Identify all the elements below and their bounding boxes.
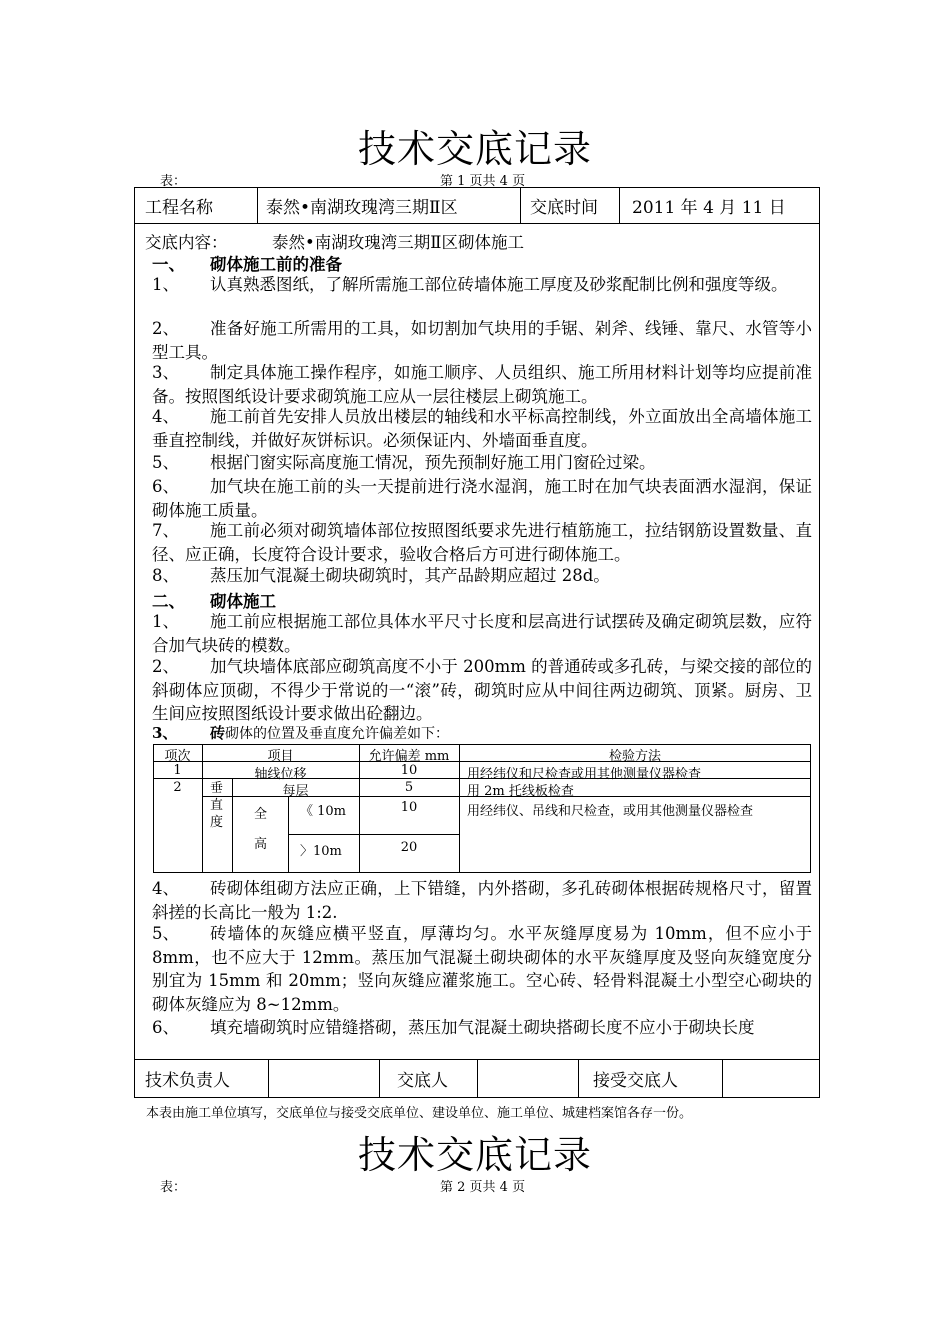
section-2-heading: 二、 砌体施工 <box>152 592 276 611</box>
table-header-item: 项目 <box>267 749 294 764</box>
list-item: 5、 砖墙体的灰缝应横平竖直，厚薄均匀。水平灰缝厚度易为 10mm，但不应小于 8mm，也不应大于 12mm。蒸压加气混凝土砌块砌体的水平灰缝厚度及竖向灰缝宽度分别宜为 15mm 和 20mm；竖向灰缝应灌浆施工。空心砖、轻骨料混凝土小型空心砌块的砌体灰缝应为 8~12mm。 <box>152 924 812 1014</box>
content-title: 泰然•南湖玫瑰湾三期Ⅱ区砌体施工 <box>272 233 524 252</box>
receiver-label: 接受交底人 <box>593 1071 678 1091</box>
table-cell: 《 10m <box>300 804 347 819</box>
list-item: 3、 制定具体施工操作程序，如施工顺序、人员组织、施工所用材料计划等均应提前准备。按照图纸设计要求砌筑施工应从一层往楼层上砌筑施工。 <box>152 363 812 406</box>
page-info-page-2: 第 2 页共 4 页 <box>440 1180 526 1195</box>
table-cell: 2 <box>173 780 182 795</box>
list-item: 6、 加气块在施工前的头一天提前进行浇水湿润，施工时在加气块表面洒水湿润，保证砌体施工质量。 <box>152 477 812 520</box>
date-label: 交底时间 <box>530 198 598 218</box>
section-1-heading: 一、 砌体施工前的准备 <box>152 255 342 274</box>
table-cell: 10 <box>400 800 418 815</box>
table-cell: 5 <box>404 780 414 795</box>
list-item: 4、 砖砌体组砌方法应正确，上下错缝，内外搭砌，多孔砖砌体根据砖规格尺寸，留置斜搓的长高比一般为 1:2. <box>152 879 812 922</box>
table-cell: 1 <box>173 763 182 778</box>
list-item: 8、 蒸压加气混凝土砌块砌筑时，其产品龄期应超过 28d。 <box>152 566 610 585</box>
list-item: 2、 加气块墙体底部应砌筑高度不小于 200mm 的普通砖或多孔砖，与梁交接的部位的斜砌体应顶砌，不得少于常说的一“滚”砖，砌筑时应从中间往两边砌筑、顶紧。厨房、卫生间应按照图纸设计要求做出砼翻边。 <box>152 657 812 723</box>
list-item: 2、 准备好施工所需用的工具，如切割加气块用的手锯、剁斧、线锤、靠尺、水管等小型工具。 <box>152 319 812 362</box>
table-cell: 用经纬仪、吊线和尺检查，或用其他测量仪器检查 <box>467 804 754 819</box>
table-cell-vertical-group: 垂直度 <box>210 781 224 830</box>
table-cell: 轴线位移 <box>254 767 307 782</box>
footnote: 本表由施工单位填写，交底单位与接受交底单位、建设单位、施工单位、城建档案馆各存一份。 <box>146 1106 693 1121</box>
list-item: 7、 施工前必须对砌筑墙体部位按照图纸要求先进行植筋施工，拉结钢筋设置数量、直径、应正确，长度符合设计要求，验收合格后方可进行砌体施工。 <box>152 521 812 564</box>
list-item: 1、 施工前应根据施工部位具体水平尺寸长度和层高进行试摆砖及确定砌筑层数，应符合加气块砖的模数。 <box>152 612 812 655</box>
content-label: 交底内容： <box>145 233 228 252</box>
list-item: 5、 根据门窗实际高度施工情况，预先预制好施工用门窗砼过梁。 <box>152 453 656 472</box>
table-header-no: 项次 <box>164 749 191 764</box>
project-name-value: 泰然•南湖玫瑰湾三期Ⅱ区 <box>266 198 458 218</box>
document-title: 技术交底记录 <box>357 127 592 171</box>
item-3-intro: 3、 砖砌体的位置及垂直度允许偏差如下： <box>152 724 450 742</box>
table-cell: 每层 <box>282 784 309 799</box>
presenter-label: 交底人 <box>397 1071 448 1091</box>
table-no-label: 表： <box>160 174 187 189</box>
list-item: 4、 施工前首先安排人员放出楼层的轴线和水平标高控制线，外立面放出全高墙体施工垂直控制线，并做好灰饼标识。必须保证内、外墙面垂直度。 <box>152 407 812 450</box>
date-value: 2011 年 4 月 11 日 <box>632 198 786 218</box>
table-cell: 20 <box>400 840 418 855</box>
table-header-deviation: 允许偏差 mm <box>368 749 450 764</box>
table-cell: 用经纬仪和尺检查或用其他测量仪器检查 <box>467 767 702 782</box>
tech-lead-label: 技术负责人 <box>145 1071 230 1091</box>
table-cell-full-height: 全高 <box>254 807 268 852</box>
table-no-label-page-2: 表： <box>160 1180 187 1195</box>
table-cell: 10 <box>400 763 418 778</box>
list-item: 6、 填充墙砌筑时应错缝搭砌，蒸压加气混凝土砌块搭砌长度不应小于砌块长度 <box>152 1018 755 1037</box>
table-cell: 〉10m <box>300 844 342 859</box>
page-info: 第 1 页共 4 页 <box>440 174 526 189</box>
table-cell: 用 2m 托线板检查 <box>467 784 574 799</box>
table-header-method: 检验方法 <box>608 749 661 764</box>
list-item: 1、 认真熟悉图纸，了解所需施工部位砖墙体施工厚度及砂浆配制比例和强度等级。 <box>152 275 788 294</box>
project-name-label: 工程名称 <box>145 198 213 218</box>
document-title-page-2: 技术交底记录 <box>357 1133 592 1177</box>
